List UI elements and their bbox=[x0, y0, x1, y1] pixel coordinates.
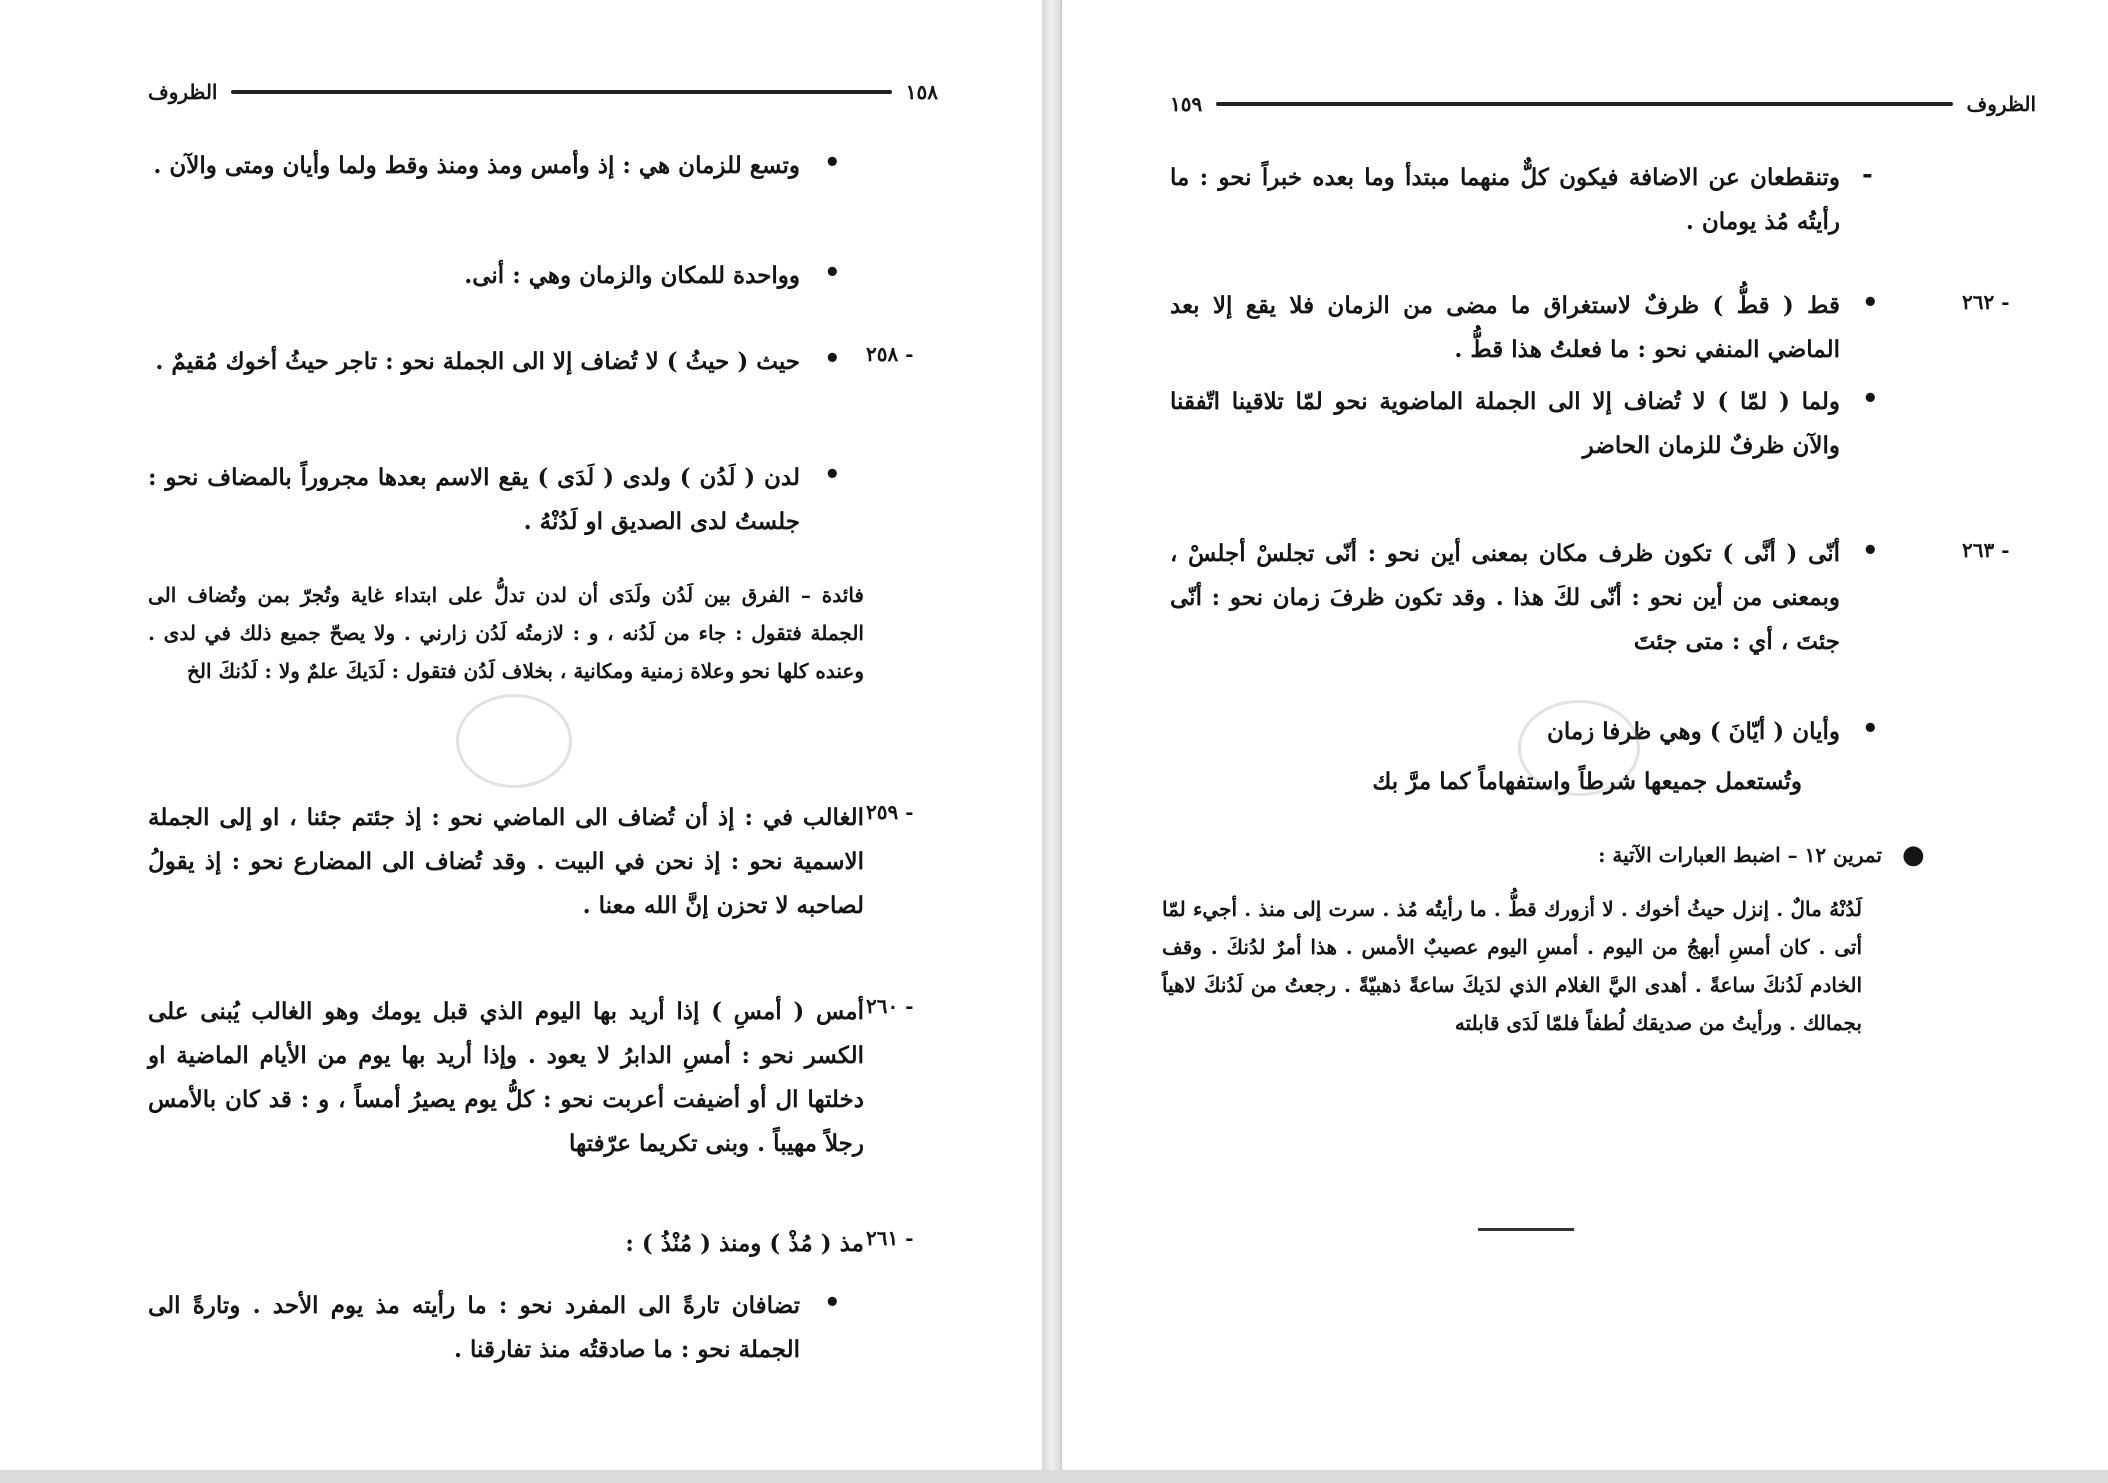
section-number: ٢٦٣ - bbox=[1962, 538, 2010, 562]
paragraph: وتسع للزمان هي : إذ وأمس ومذ ومنذ وقط ولما وأيان ومتى والآن . bbox=[153, 152, 800, 179]
paragraph: الغالب في : إذ أن تُضاف الى الماضي نحو : إذ جئتم جئنا ، او إلى الجملة الاسمية نحو : إذ نحن في البيت . وقد تُضاف الى المضارع نحو : إذ يقولُ لصاحبه لا تحزن إنَّ الله معنا . bbox=[148, 804, 864, 919]
section-number: ٢٥٩ - bbox=[866, 800, 914, 824]
paragraph: ولما ( لمّا ) لا تُضاف إلا الى الجملة الماضوية نحو لمّا تلاقينا اتّفقنا والآن ظرفٌ للزمان الحاضر bbox=[1170, 388, 1840, 459]
paragraph: لدن ( لَدُن ) ولدى ( لَدَى ) يقع الاسم بعدها مجروراً بالمضاف نحو : جلستُ لدى الصديق او لَدُنْهُ . bbox=[148, 464, 800, 535]
section-number: ٢٥٨ - bbox=[866, 342, 914, 366]
note-paragraph: فائدة – الفرق بين لَدُن ولَدَى أن لدن تدلُّ على ابتداء غاية وتُجرّ بمن وتُضاف الى الجملة فتقول : جاء من لَدُنه ، و : لازمتُه لَدُن زارني . ولا يصحّ جميع ذلك في لدى . وعنده كلها نحو وعلاة زمنية ومكانية ، بخلاف لَدُن فتقول : لَدَيكَ علمٌ ولا : لَدُنكَ الخ bbox=[148, 583, 864, 683]
bullet: • bbox=[1862, 288, 1879, 318]
bullet: • bbox=[824, 148, 841, 178]
paragraph: وأيان ( أيّانَ ) وهي ظرفا زمان bbox=[1546, 718, 1840, 745]
paragraph: قط ( قطُّ ) ظرفٌ لاستغراق ما مضى من الزمان فلا يقع إلا بعد الماضي المنفي نحو : ما فعلتُ هذا قطُّ . bbox=[1170, 292, 1840, 363]
bullet: • bbox=[824, 258, 841, 288]
page-left bbox=[0, 0, 1042, 1470]
bullet: • bbox=[824, 1288, 841, 1318]
paragraph: تضافان تارةً الى المفرد نحو : ما رأيته مذ يوم الأحد . وتارةً الى الجملة نحو : ما صادقتُه منذ تفارقنا . bbox=[148, 1292, 800, 1363]
header-title: الظروف bbox=[1966, 92, 2036, 116]
bullet: • bbox=[824, 460, 841, 490]
page-gutter bbox=[1042, 0, 1062, 1483]
page-header bbox=[148, 80, 938, 104]
header-rule bbox=[231, 90, 891, 94]
page-right bbox=[1062, 0, 2108, 1470]
page-number: ١٥٨ bbox=[905, 80, 938, 104]
section-number: ٢٦٠ - bbox=[866, 994, 914, 1018]
bullet: - bbox=[1862, 160, 1873, 190]
exercise-text: لَدُنْهُ مالٌ . إنزل حيثُ أخوك . لا أزورك قطُّ . ما رأيتُه مُذ . سرت إلى منذ . أجيء لمّا أتى . كان أمسِ أبهجُ من اليوم . أمسِ اليوم عصيبٌ الأمس . هذا أمرٌ لدُنكَ . وقف الخادم لَدُنكَ ساعةً . أهدى اليَّ الغلام الذي لدَيكَ ساعةً ذهبيّةً . رجعتُ من لَدُنكَ لاهياً بجمالك . ورأيتُ من صديقك لُطفاً فلمّا لَدَى قابلته bbox=[1162, 897, 1862, 1035]
page-header bbox=[1170, 92, 2036, 116]
paragraph: وتُستعمل جميعها شرطاً واستفهاماً كما مرَّ بك bbox=[1372, 768, 1802, 795]
paragraph: أنّى ( أنَّى ) تكون ظرف مكان بمعنى أين نحو : أنّى تجلسْ أجلسْ ، وبمعنى من أين نحو : أنّى لكَ هذا . وقد تكون ظرفَ زمان نحو : أنّى جئتَ ، أي : متى جئتَ bbox=[1170, 540, 1840, 655]
bullet: ● bbox=[1902, 840, 1925, 870]
section-number: ٢٦١ - bbox=[866, 1226, 914, 1250]
section-number: ٢٦٢ - bbox=[1962, 290, 2010, 314]
viewer-bottom-bar bbox=[0, 1470, 2108, 1483]
bullet: • bbox=[824, 344, 841, 374]
bullet: • bbox=[1862, 536, 1879, 566]
paragraph: وواحدة للمكان والزمان وهي : أنى. bbox=[464, 262, 800, 289]
paragraph: مذ ( مُذْ ) ومنذ ( مُنْذُ ) : bbox=[625, 1230, 864, 1257]
paragraph: حيث ( حيثُ ) لا تُضاف إلا الى الجملة نحو : تاجر حيثُ أخوك مُقيمٌ . bbox=[155, 348, 800, 375]
bullet: • bbox=[1862, 384, 1879, 414]
end-rule bbox=[1478, 1228, 1574, 1231]
paragraph: وتنقطعان عن الاضافة فيكون كلٌّ منهما مبتدأ وما بعده خبراً نحو : ما رأيتُه مُذ يومان . bbox=[1170, 164, 1840, 235]
bullet: • bbox=[1862, 714, 1879, 744]
watermark-seal bbox=[456, 694, 572, 788]
paragraph: أمس ( أمسِ ) إذا أريد بها اليوم الذي قبل يومك وهو الغالب يُبنى على الكسر نحو : أمسِ الدابرُ لا يعود . وإذا أريد بها يوم من الأيام الماضية او دخلتها ال أو أضيفت أعربت نحو : كلُّ يوم يصيرُ أمساً ، و : قد كان بالأمس رجلاً مهيباً . وبنى تكريما عرّفتها bbox=[148, 998, 864, 1157]
header-rule bbox=[1216, 102, 1952, 106]
exercise-heading: تمرين ١٢ – اضبط العبارات الآتية : bbox=[1598, 843, 1882, 867]
page-number: ١٥٩ bbox=[1170, 92, 1203, 116]
header-title: الظروف bbox=[148, 80, 218, 104]
